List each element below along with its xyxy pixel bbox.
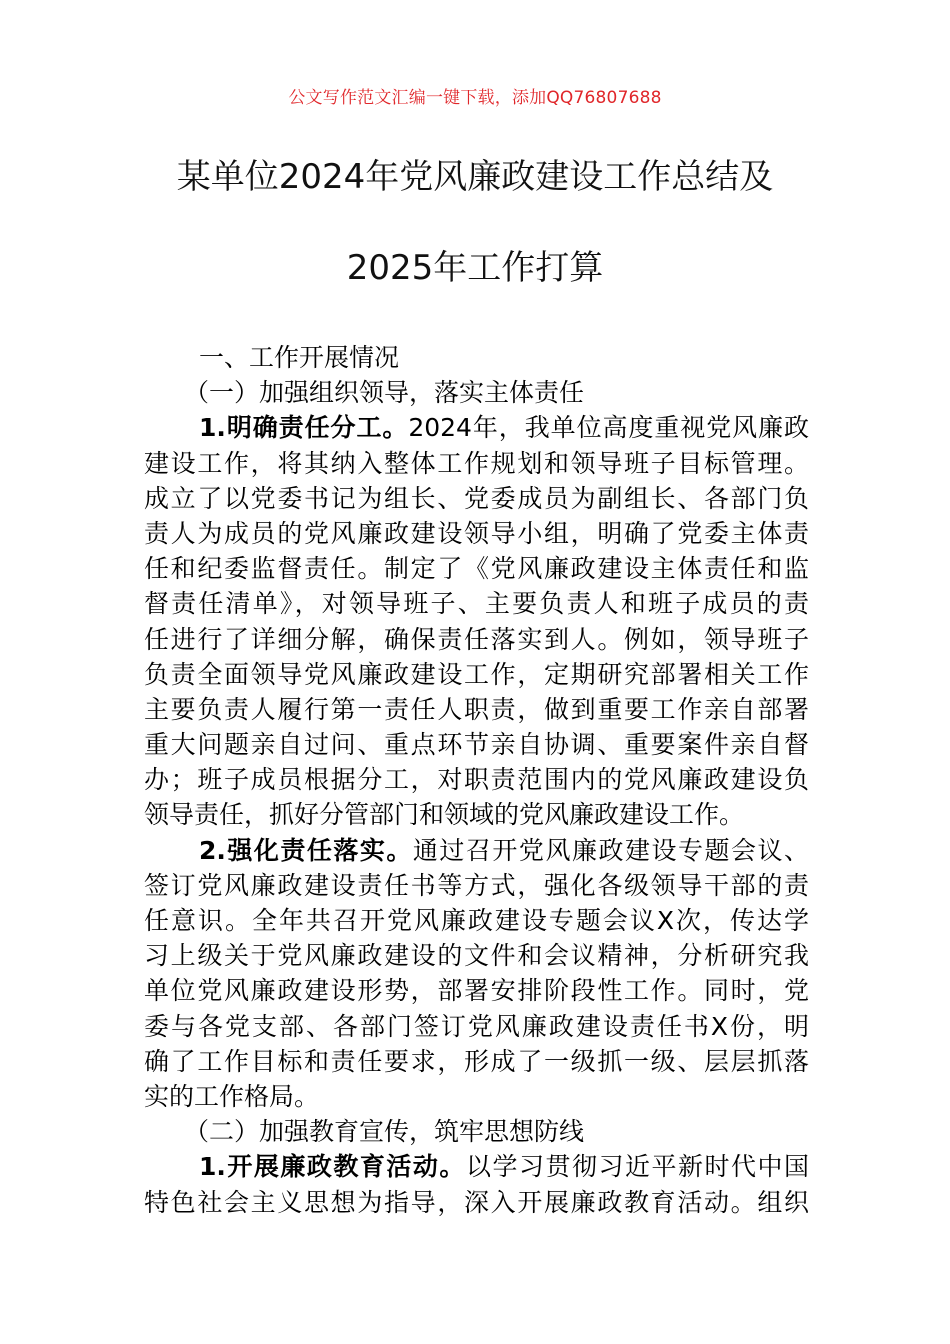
document-title-line-1: 某单位2024年党风廉政建设工作总结及 <box>176 157 774 197</box>
subsection-heading-1-2: （二）加强教育宣传，筑牢思想防线 <box>184 1117 585 1147</box>
document-title-line-2: 2025年工作打算 <box>346 248 604 288</box>
paragraph-line: 成立了以党委书记为组长、党委成员为副组长、各部门负 <box>144 483 809 513</box>
paragraph-line: 责人为成员的党风廉政建设领导小组，明确了党委主体责 <box>144 518 809 548</box>
paragraph-line: 督责任清单》，对领导班子、主要负责人和班子成员的责 <box>144 589 809 619</box>
paragraph-line: 确了工作目标和责任要求，形成了一级抓一级、层层抓落 <box>144 1046 809 1076</box>
paragraph-line: 签订党风廉政建设责任书等方式，强化各级领导干部的责 <box>144 870 809 900</box>
document-body <box>144 340 809 1220</box>
paragraph-text: 2024年，我单位高度重视党风廉政 <box>408 413 809 443</box>
paragraph-text: 通过召开党风廉政建设专题会议、 <box>412 835 809 865</box>
watermark-text: 公文写作范文汇编一键下载，添加QQ76807688 <box>288 88 662 108</box>
paragraph-line: 任和纪委监督责任。制定了《党风廉政建设主体责任和监 <box>144 554 809 584</box>
paragraph-line: 委与各党支部、各部门签订党风廉政建设责任书X份，明 <box>144 1011 809 1041</box>
paragraph-line <box>144 1149 809 1184</box>
paragraph-line: 特色社会主义思想为指导，深入开展廉政教育活动。组织 <box>144 1187 809 1217</box>
paragraph-line <box>144 410 809 445</box>
paragraph-lead: 1.开展廉政教育活动。 <box>199 1152 466 1182</box>
paragraph-line: 重大问题亲自过问、重点环节亲自协调、重要案件亲自督 <box>144 730 809 760</box>
paragraph-line: 办；班子成员根据分工，对职责范围内的党风廉政建设负 <box>144 765 809 795</box>
paragraph-line: 建设工作，将其纳入整体工作规划和领导班子目标管理。 <box>144 448 809 478</box>
subsection-heading-1-1: （一）加强组织领导，落实主体责任 <box>184 378 585 408</box>
paragraph-line: 单位党风廉政建设形势，部署安排阶段性工作。同时，党 <box>144 976 809 1006</box>
paragraph-line: 任进行了详细分解，确保责任落实到人。例如，领导班子 <box>144 624 809 654</box>
paragraph-line: 领导责任，抓好分管部门和领域的党风廉政建设工作。 <box>144 800 745 830</box>
paragraph-line: 主要负责人履行第一责任人职责，做到重要工作亲自部署 <box>144 694 809 724</box>
paragraph-line: 任意识。全年共召开党风廉政建设专题会议X次，传达学 <box>144 906 809 935</box>
paragraph-line: 习上级关于党风廉政建设的文件和会议精神，分析研究我 <box>144 941 809 971</box>
paragraph-lead: 1.明确责任分工。 <box>199 413 409 443</box>
section-heading-1: 一、工作开展情况 <box>199 343 400 372</box>
watermark-banner <box>0 86 950 110</box>
paragraph-line: 负责全面领导党风廉政建设工作，定期研究部署相关工作 <box>144 659 809 689</box>
paragraph-line: 实的工作格局。 <box>144 1081 320 1111</box>
paragraph-lead: 2.强化责任落实。 <box>199 835 413 865</box>
paragraph-text: 以学习贯彻习近平新时代中国 <box>465 1152 809 1182</box>
paragraph-line <box>144 833 809 868</box>
